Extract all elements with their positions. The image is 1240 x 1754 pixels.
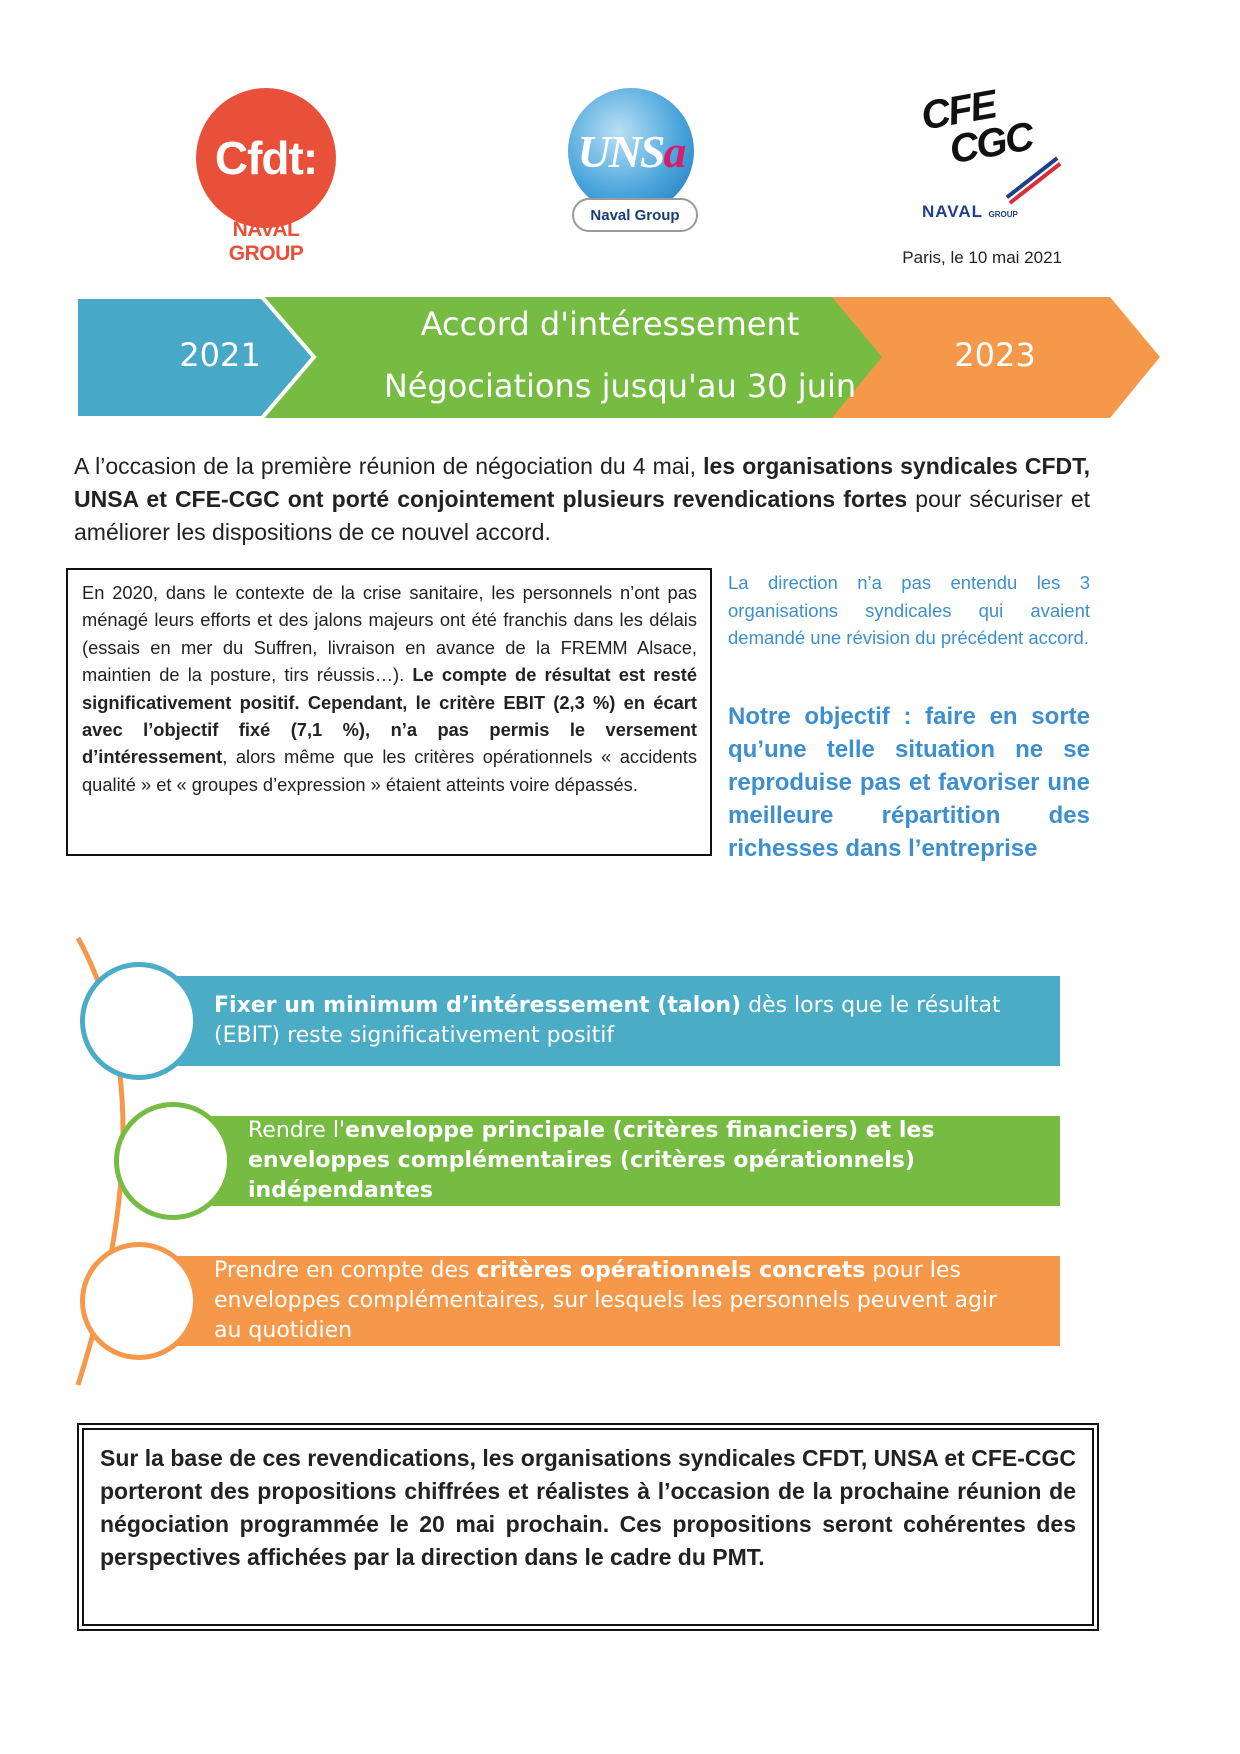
cfe-group-text: GROUP bbox=[988, 210, 1018, 219]
cfdt-logo-subtitle: NAVAL GROUP bbox=[228, 218, 304, 265]
claim-3-text bbox=[214, 1256, 1030, 1346]
claim-2-circle bbox=[114, 1102, 232, 1220]
claim-1-circle bbox=[80, 962, 198, 1080]
banner-title: Accord d'intéressement bbox=[420, 305, 800, 343]
direction-statement: La direction n’a pas entendu les 3 organisations syndicales qui avaient demandé une révision du précédent accord. bbox=[728, 572, 1090, 648]
context-text-bold: Le compte de résultat est resté significativement positif. Cependant, le critère EBIT (2,3 %) en écart avec l’objectif fixé (7,1 %), n’a pas permis le versement d’intéressement bbox=[82, 664, 697, 768]
banner-start-year: 2021 bbox=[179, 336, 261, 374]
claim-1-text bbox=[214, 991, 1030, 1051]
conclusion-box: Sur la base de ces revendications, les organisations syndicales CFDT, UNSA et CFE-CGC porteront des propositions chiffrées et réalistes à l’occasion de la prochaine réunion de négociation programmée le 20 mai prochain. Ces propositions seront cohérentes des perspectives affichées par la direction dans le cadre du PMT. bbox=[82, 1428, 1094, 1626]
cfdt-logo-text: Cfdt: bbox=[214, 132, 318, 184]
claim-2-bold: enveloppe principale (critères financiers) et les enveloppes complémentaires (critères opérationnels) indépendantes bbox=[248, 1118, 935, 1203]
banner-end-year: 2023 bbox=[954, 336, 1036, 374]
claim-1-bold: Fixer un minimum d’intéressement (talon) bbox=[214, 993, 742, 1018]
objective-statement: Notre objectif : faire en sorte qu’une telle situation ne se reproduise pas et favoriser une meilleure répartition des richesses dans l’entreprise bbox=[728, 703, 1090, 862]
claim-2-start: Rendre l' bbox=[248, 1118, 345, 1143]
claim-2 bbox=[204, 1116, 1060, 1206]
claim-3-start: Prendre en compte des bbox=[214, 1258, 477, 1283]
document-date: Paris, le 10 mai 2021 bbox=[902, 248, 1062, 267]
unsa-logo-text: UNS bbox=[577, 125, 664, 177]
claim-3-rest: pour les enveloppes complémentaires, sur lesquels les personnels peuvent agir au quotidien bbox=[214, 1258, 998, 1343]
unsa-logo-subtitle: Naval Group bbox=[572, 198, 698, 232]
unsa-logo-accent: a bbox=[663, 125, 685, 177]
claim-1-rest: dès lors que le résultat (EBIT) reste significativement positif bbox=[214, 993, 1001, 1048]
claim-1 bbox=[168, 976, 1060, 1066]
claim-3-bold: critères opérationnels concrets bbox=[476, 1258, 866, 1283]
cfe-logo-line1: CFE bbox=[917, 82, 999, 139]
claim-3-circle bbox=[80, 1242, 198, 1360]
claim-3 bbox=[168, 1256, 1060, 1346]
cfe-naval-text: NAVAL bbox=[922, 202, 983, 221]
intro-text-1: A l’occasion de la première réunion de négociation du 4 mai, bbox=[74, 453, 704, 479]
banner-subtitle: Négociations jusqu'au 30 juin bbox=[383, 367, 857, 405]
intro-text-2: pour sécuriser et améliorer les dispositions de ce nouvel accord. bbox=[74, 486, 1090, 545]
claim-2-text bbox=[248, 1116, 1030, 1206]
context-text-2: , alors même que les critères opérationnels « accidents qualité » et « groupes d’expression » étaient atteints voire dépassés. bbox=[82, 746, 697, 795]
intro-text-bold: les organisations syndicales CFDT, UNSA et CFE-CGC ont porté conjointement plusieurs revendications fortes bbox=[74, 453, 1091, 512]
cgc-logo-line2: CGC bbox=[946, 114, 1036, 173]
context-text-1: En 2020, dans le contexte de la crise sanitaire, les personnels n’ont pas ménagé leurs efforts et des jalons majeurs ont été franchis dans les délais (essais en mer du Suffren, livraison en avance de la FREMM Alsace, maintien de la posture, tirs réussis…). bbox=[82, 582, 697, 686]
